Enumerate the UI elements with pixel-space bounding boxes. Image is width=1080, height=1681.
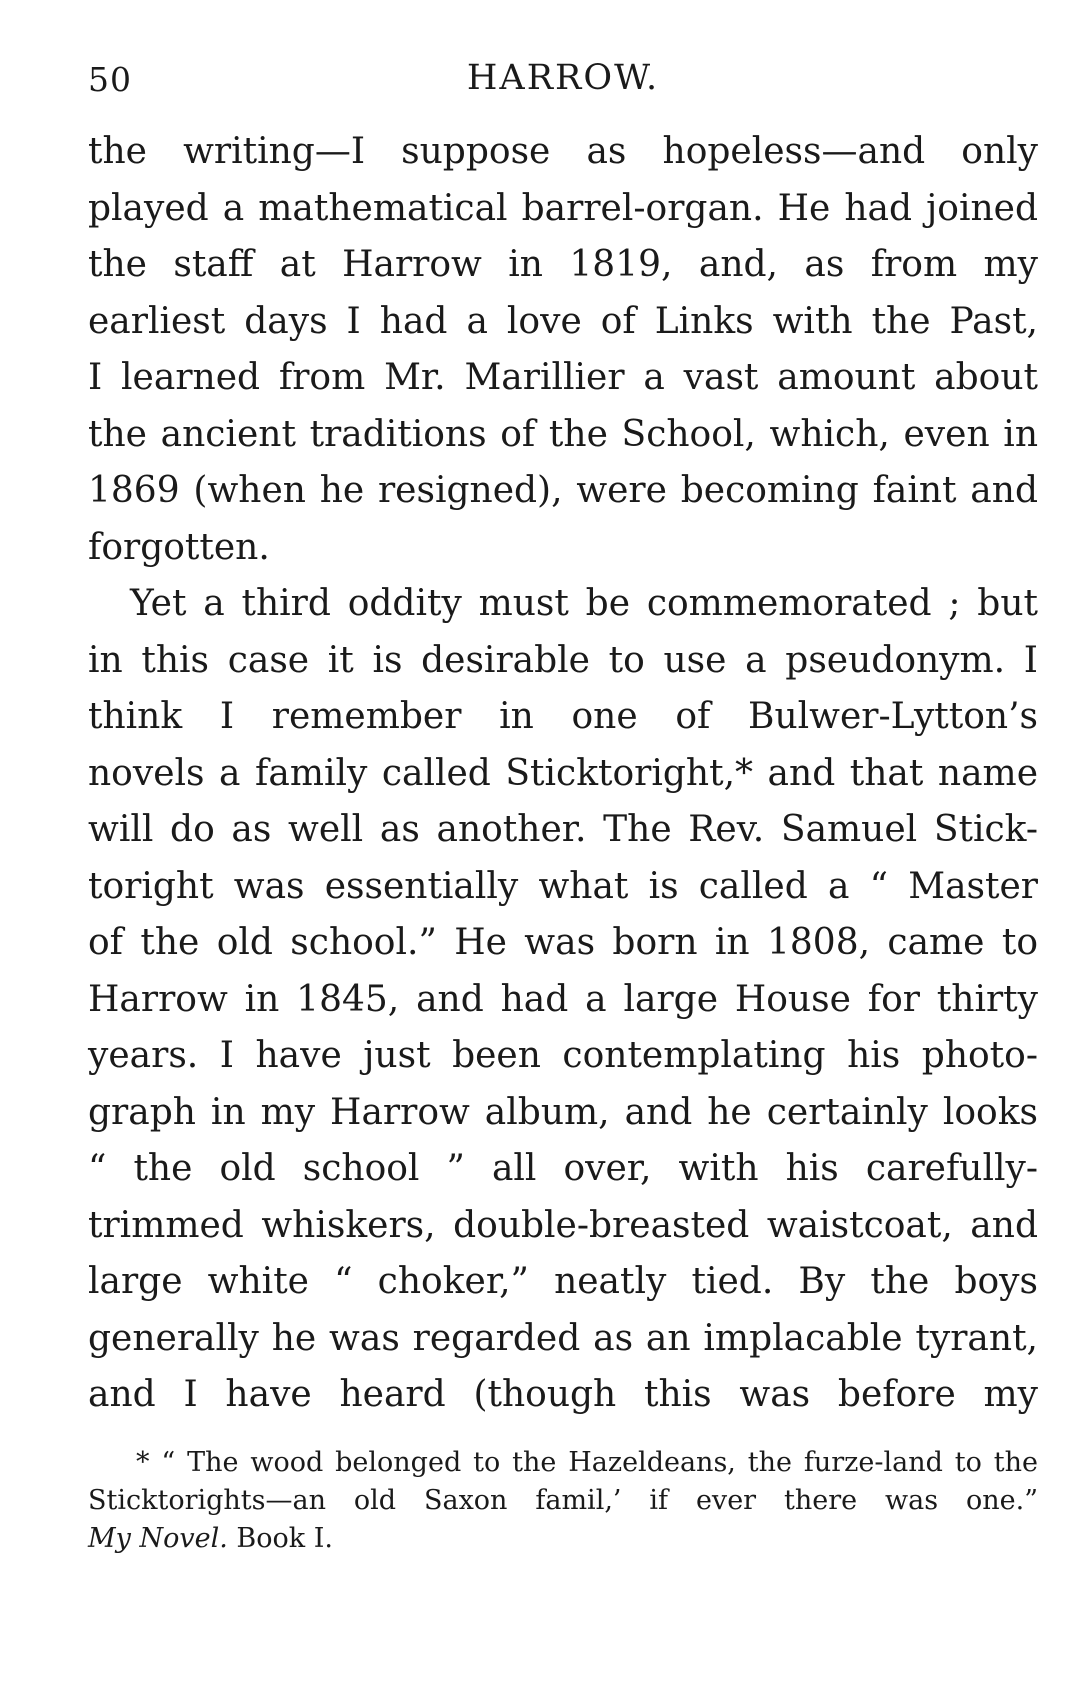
text-line: earliest days I had a love of Links with the Past, (88, 300, 1038, 342)
running-head (88, 52, 1038, 112)
footnote (88, 1444, 1038, 1558)
text-line: Harrow in 1845, and had a large House for thirty (88, 978, 1038, 1020)
text-line: graph in my Harrow album, and he certainly looks (88, 1091, 1038, 1133)
page-number: 50 (88, 60, 132, 99)
text-line: Yet a third oddity must be commemorated ; but (130, 583, 1038, 624)
text-line: the writing—I suppose as hopeless—and only (88, 131, 1038, 172)
text-line: think I remember in one of Bulwer-Lytton’s (88, 696, 1038, 737)
page-title: HARROW. (466, 58, 660, 98)
text-line: I learned from Mr. Marillier a vast amount about (88, 357, 1038, 398)
text-line: the staff at Harrow in 1819, and, as from my (88, 244, 1038, 285)
text-line: trimmed whiskers, double-breasted waistcoat, and (88, 1204, 1038, 1246)
text-line: toright was essentially what is called a “ Master (88, 865, 1038, 907)
text-line: played a mathematical barrel-organ. He had joined (88, 187, 1038, 229)
footnote-source-title: My Novel. (88, 1522, 228, 1554)
footnote-source-ref: Book I. (227, 1522, 333, 1554)
text-line: and I have heard (though this was before my (88, 1374, 1038, 1415)
text-line: large white “ choker,” neatly tied. By the boys (88, 1261, 1038, 1302)
text-line: the ancient traditions of the School, which, even in (88, 413, 1038, 455)
text-line: forgotten. (88, 526, 270, 568)
text-line: of the old school.” He was born in 1808, came to (88, 922, 1038, 963)
book-page (88, 52, 1038, 1558)
footnote-source (88, 1520, 1038, 1558)
body-text (88, 124, 1038, 1424)
text-line: “ the old school ” all over, with his carefully- (88, 1148, 1038, 1189)
paragraph-1 (88, 124, 1038, 576)
footnote-line: Sticktorights—an old Saxon famil,’ if ever there was one.” (88, 1484, 1038, 1516)
text-line: generally he was regarded as an implacable tyrant, (88, 1317, 1038, 1359)
footnote-line: * “ The wood belonged to the Hazeldeans, the furze-land to the (136, 1446, 1038, 1478)
text-line: in this case it is desirable to use a pseudonym. I (88, 639, 1038, 681)
paragraph-2 (88, 576, 1038, 1424)
text-line: 1869 (when he resigned), were becoming faint and (88, 470, 1038, 511)
text-line: years. I have just been contemplating his photo- (88, 1035, 1038, 1076)
text-line: novels a family called Sticktoright,* and that name (88, 752, 1038, 794)
text-line: will do as well as another. The Rev. Samuel Stick- (88, 809, 1038, 850)
